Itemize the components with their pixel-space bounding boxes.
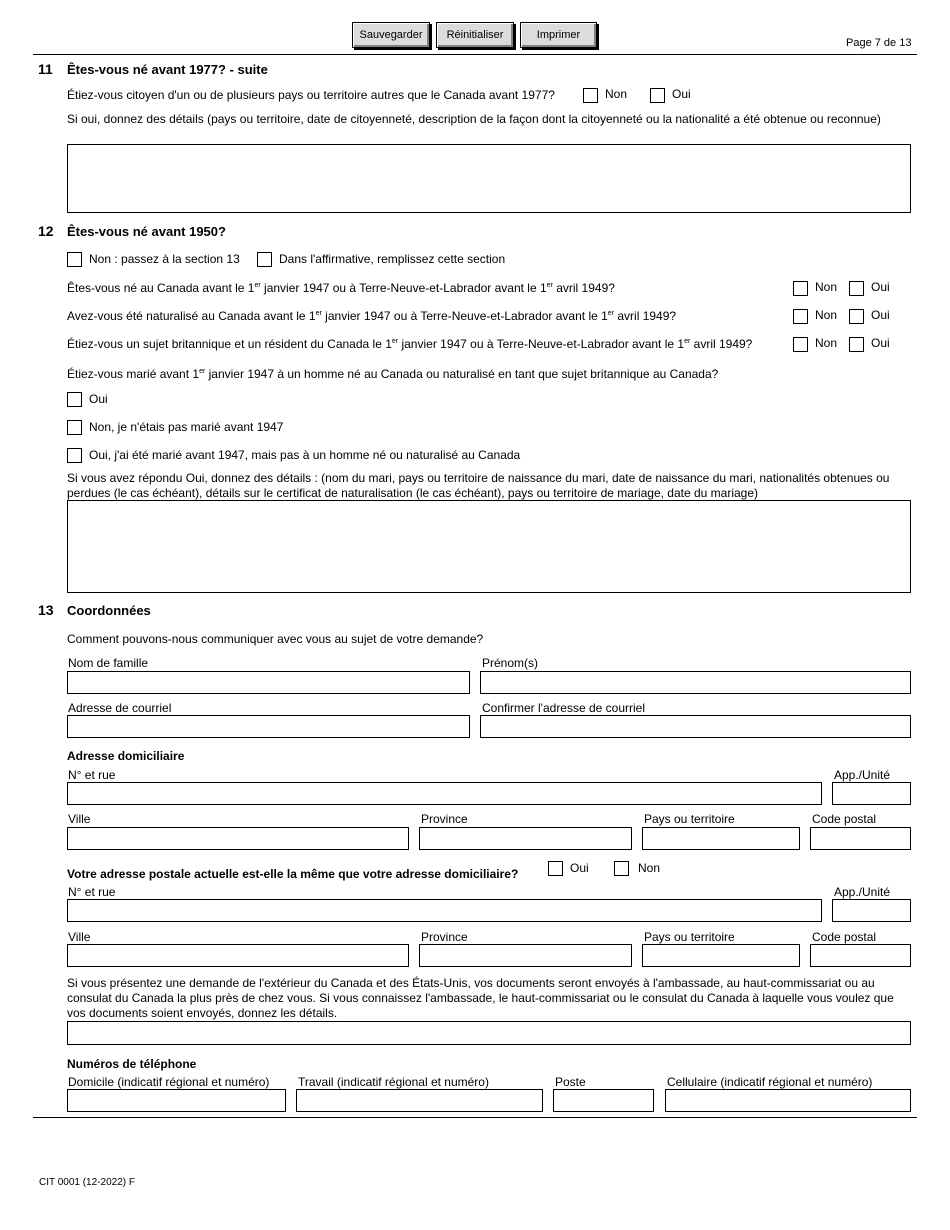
mailing-same-no-label: Non bbox=[638, 861, 661, 875]
form-identifier: CIT 0001 (12-2022) F bbox=[39, 1177, 135, 1188]
home-postal-label: Code postal bbox=[812, 812, 877, 826]
s11-yes-label: Oui bbox=[672, 87, 691, 101]
mail-city-label: Ville bbox=[68, 930, 91, 944]
mail-postal-field[interactable] bbox=[810, 944, 911, 967]
last-name-field[interactable] bbox=[67, 671, 470, 694]
s12-complete-label: Dans l'affirmative, remplissez cette section bbox=[279, 252, 506, 266]
s12-q1-yes-checkbox[interactable] bbox=[849, 281, 864, 296]
extension-field[interactable] bbox=[553, 1089, 654, 1112]
home-phone-label: Domicile (indicatif régional et numéro) bbox=[68, 1075, 270, 1089]
s11-details-textarea[interactable] bbox=[67, 144, 911, 213]
section-13-title: Coordonnées bbox=[67, 603, 151, 618]
home-postal-field[interactable] bbox=[810, 827, 911, 850]
s12-not-married-checkbox[interactable] bbox=[67, 420, 82, 435]
home-street-label: N° et rue bbox=[68, 768, 116, 782]
s12-married-other-label: Oui, j'ai été marié avant 1947, mais pas à un homme né ou naturalisé au Canada bbox=[89, 448, 521, 462]
email-field[interactable] bbox=[67, 715, 470, 738]
home-phone-field[interactable] bbox=[67, 1089, 286, 1112]
s11-no-label: Non bbox=[605, 87, 628, 101]
s12-q2-yes-checkbox[interactable] bbox=[849, 309, 864, 324]
section-12-number: 12 bbox=[38, 223, 54, 239]
email-label: Adresse de courriel bbox=[68, 701, 172, 715]
s12-married-yes-checkbox[interactable] bbox=[67, 392, 82, 407]
mailing-same-yes-checkbox[interactable] bbox=[548, 861, 563, 876]
save-button[interactable]: Sauvegarder bbox=[352, 22, 430, 48]
first-name-label: Prénom(s) bbox=[482, 656, 539, 670]
s12-details-textarea[interactable] bbox=[67, 500, 911, 593]
s12-q2: Avez-vous été naturalisé au Canada avant le 1er janvier 1947 ou à Terre-Neuve-et-Labrador avant le 1er avril 1949? bbox=[67, 309, 677, 323]
mailing-same-question: Votre adresse postale actuelle est-elle la même que votre adresse domiciliaire? bbox=[67, 867, 519, 881]
s12-q1-no-label: Non bbox=[815, 280, 838, 294]
s12-q2-no-label: Non bbox=[815, 308, 838, 322]
page-indicator: Page 7 de 13 bbox=[846, 37, 912, 49]
mail-street-field[interactable] bbox=[67, 899, 822, 922]
s12-q2-no-checkbox[interactable] bbox=[793, 309, 808, 324]
home-country-label: Pays ou territoire bbox=[644, 812, 735, 826]
mail-country-field[interactable] bbox=[642, 944, 800, 967]
s11-question: Étiez-vous citoyen d'un ou de plusieurs pays ou territoire autres que le Canada avant 1977? bbox=[67, 88, 555, 102]
work-phone-field[interactable] bbox=[296, 1089, 543, 1112]
home-country-field[interactable] bbox=[642, 827, 800, 850]
home-province-field[interactable] bbox=[419, 827, 632, 850]
s12-q3-yes-label: Oui bbox=[871, 336, 890, 350]
work-phone-label: Travail (indicatif régional et numéro) bbox=[298, 1075, 489, 1089]
s12-married-question: Étiez-vous marié avant 1er janvier 1947 à un homme né au Canada ou naturalisé en tant que sujet britannique au Canada? bbox=[67, 367, 719, 381]
home-unit-label: App./Unité bbox=[834, 768, 891, 782]
first-name-field[interactable] bbox=[480, 671, 911, 694]
reset-button[interactable]: Réinitialiser bbox=[436, 22, 514, 48]
home-address-heading: Adresse domiciliaire bbox=[67, 749, 185, 763]
s11-details-label: Si oui, donnez des détails (pays ou territoire, date de citoyenneté, description de la façon dont la citoyenneté ou la nationalité a été obtenue ou reconnue) bbox=[67, 112, 881, 126]
embassy-details-field[interactable] bbox=[67, 1021, 911, 1045]
mail-province-field[interactable] bbox=[419, 944, 632, 967]
mailing-same-no-checkbox[interactable] bbox=[614, 861, 629, 876]
mail-street-label: N° et rue bbox=[68, 885, 116, 899]
s12-q3: Étiez-vous un sujet britannique et un résident du Canada le 1er janvier 1947 ou à Terre-Neuve-et-Labrador avant le 1er avril 1949? bbox=[67, 337, 753, 351]
s12-skip-checkbox[interactable] bbox=[67, 252, 82, 267]
s12-complete-checkbox[interactable] bbox=[257, 252, 272, 267]
mailing-same-yes-label: Oui bbox=[570, 861, 589, 875]
home-city-label: Ville bbox=[68, 812, 91, 826]
section-13-number: 13 bbox=[38, 602, 54, 618]
mail-postal-label: Code postal bbox=[812, 930, 877, 944]
home-province-label: Province bbox=[421, 812, 468, 826]
s12-q1: Êtes-vous né au Canada avant le 1er janvier 1947 ou à Terre-Neuve-et-Labrador avant le 1er avril 1949? bbox=[67, 281, 615, 295]
mail-unit-label: App./Unité bbox=[834, 885, 891, 899]
home-street-field[interactable] bbox=[67, 782, 822, 805]
s12-married-yes-label: Oui bbox=[89, 392, 108, 406]
email-confirm-label: Confirmer l'adresse de courriel bbox=[482, 701, 646, 715]
s12-q2-yes-label: Oui bbox=[871, 308, 890, 322]
s12-q3-no-checkbox[interactable] bbox=[793, 337, 808, 352]
s13-intro: Comment pouvons-nous communiquer avec vous au sujet de votre demande? bbox=[67, 632, 484, 646]
last-name-label: Nom de famille bbox=[68, 656, 149, 670]
extension-label: Poste bbox=[555, 1075, 586, 1089]
cell-phone-label: Cellulaire (indicatif régional et numéro) bbox=[667, 1075, 873, 1089]
s12-details-label: Si vous avez répondu Oui, donnez des détails : (nom du mari, pays ou territoire de naissance du mari, date de naissance du mari, nationalités obtenues ou perdues (le cas échéant), détails sur le certificat de naturalisation (le cas échéant), pays ou territoire de mariage, date du mariage) bbox=[67, 471, 890, 500]
section-12-title: Êtes-vous né avant 1950? bbox=[67, 224, 226, 239]
s12-q3-yes-checkbox[interactable] bbox=[849, 337, 864, 352]
abroad-instructions: Si vous présentez une demande de l'extérieur du Canada et des États-Unis, vos documents seront envoyés à l'ambassade, au haut-commissariat ou au consulat du Canada la plus près de chez vous. Si vous connaissez l'ambassade, le haut-commissariat ou le consulat du Canada à laquelle vous voulez que vos documents soient envoyés, donnez les détails. bbox=[67, 976, 894, 1020]
section-11-number: 11 bbox=[38, 61, 53, 77]
s12-q1-yes-label: Oui bbox=[871, 280, 890, 294]
mail-country-label: Pays ou territoire bbox=[644, 930, 735, 944]
s11-no-checkbox[interactable] bbox=[583, 88, 598, 103]
s12-q1-no-checkbox[interactable] bbox=[793, 281, 808, 296]
cell-phone-field[interactable] bbox=[665, 1089, 911, 1112]
print-button[interactable]: Imprimer bbox=[520, 22, 597, 48]
top-divider bbox=[33, 54, 917, 55]
section-11-title: Êtes-vous né avant 1977? - suite bbox=[67, 62, 268, 77]
s11-yes-checkbox[interactable] bbox=[650, 88, 665, 103]
mail-province-label: Province bbox=[421, 930, 468, 944]
s12-q3-no-label: Non bbox=[815, 336, 838, 350]
mail-unit-field[interactable] bbox=[832, 899, 911, 922]
home-city-field[interactable] bbox=[67, 827, 409, 850]
bottom-divider bbox=[33, 1117, 917, 1118]
s12-married-other-checkbox[interactable] bbox=[67, 448, 82, 463]
mail-city-field[interactable] bbox=[67, 944, 409, 967]
email-confirm-field[interactable] bbox=[480, 715, 911, 738]
home-unit-field[interactable] bbox=[832, 782, 911, 805]
phone-numbers-heading: Numéros de téléphone bbox=[67, 1057, 197, 1071]
s12-skip-label: Non : passez à la section 13 bbox=[89, 252, 240, 266]
s12-not-married-label: Non, je n'étais pas marié avant 1947 bbox=[89, 420, 284, 434]
